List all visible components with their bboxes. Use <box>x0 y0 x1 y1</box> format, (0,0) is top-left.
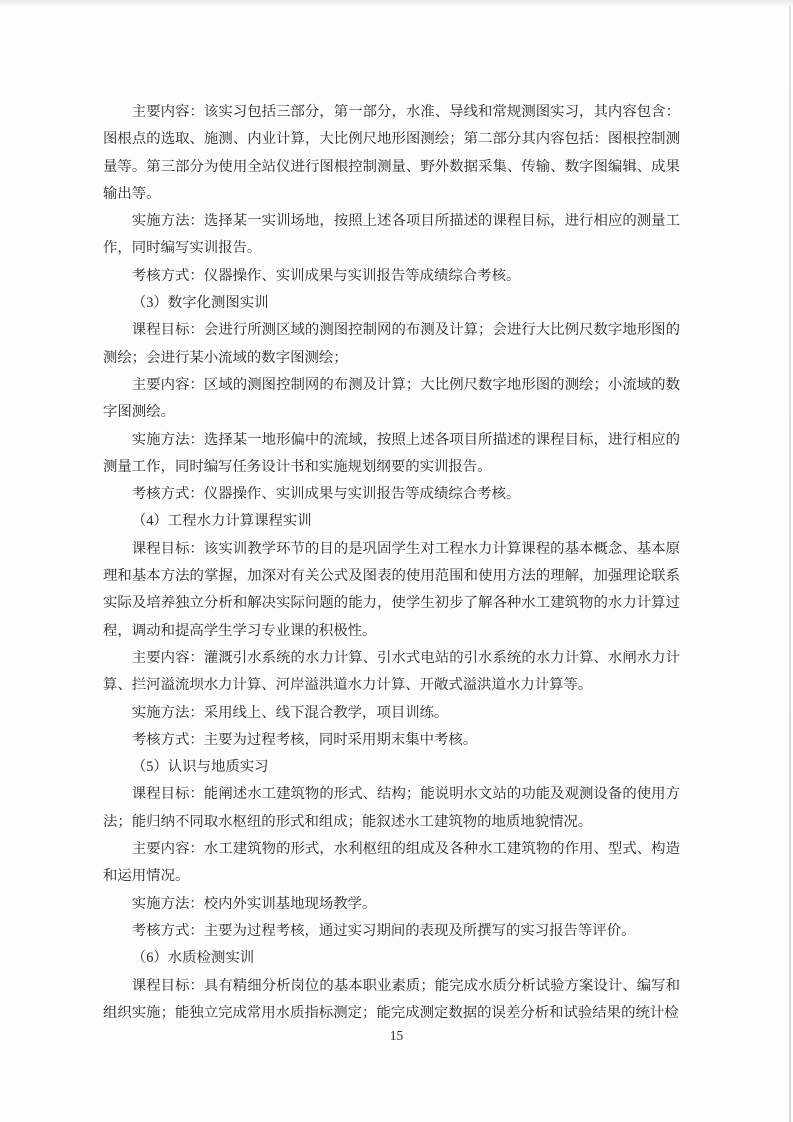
paragraph-implementation-method: 实施方法：选择某一实训场地，按照上述各项目所描述的课程目标，进行相应的测量工作，同时编写实训报告。 <box>103 213 680 257</box>
paragraph-implementation-method: 实施方法：采用线上、线下混合教学，项目训练。 <box>131 704 449 721</box>
paragraph-main-content: 主要内容：水工建筑物的形式，水利枢纽的组成及各种水工建筑物的作用、型式、构造和运用情况。 <box>103 841 680 885</box>
section-heading-4-hydraulic-calculation: （4）工程水力计算课程实训 <box>131 513 312 530</box>
page-number: 15 <box>389 1028 404 1043</box>
scan-right-edge-artifact <box>789 6 791 1122</box>
paragraph-course-objectives: 课程目标：会进行所测区域的测图控制网的布测及计算；会进行大比例尺数字地形图的测绘；会进行某小流域的数字图测绘； <box>103 322 680 366</box>
paragraph-implementation-method: 实施方法：校内外实训基地现场教学。 <box>131 895 377 912</box>
paragraph-assessment-method: 考核方式：仪器操作、实训成果与实训报告等成绩综合考核。 <box>131 486 521 503</box>
paragraph-assessment-method: 考核方式：仪器操作、实训成果与实训报告等成绩综合考核。 <box>131 267 521 284</box>
section-heading-5-geology-practice: （5）认识与地质实习 <box>131 759 269 776</box>
paragraph-assessment-method: 考核方式：主要为过程考核，通过实习期间的表现及所撰写的实习报告等评价。 <box>131 922 636 939</box>
paragraph-course-objectives: 课程目标：具有精细分析岗位的基本职业素质；能完成水质分析试验方案设计、编写和组织实施；能独立完成常用水质指标测定；能完成测定数据的误差分析和试验结果的统计检 <box>103 977 680 1021</box>
paragraph-main-content: 主要内容：灌溉引水系统的水力计算、引水式电站的引水系统的水力计算、水闸水力计算、拦河溢流坝水力计算、河岸溢洪道水力计算、开敞式溢洪道水力计算等。 <box>103 649 680 694</box>
paragraph-course-objectives: 课程目标：该实训教学环节的目的是巩固学生对工程水力计算课程的基本概念、基本原理和基本方法的掌握，加深对有关公式及图表的使用范围和使用方法的理解，加强理论联系实际及培养独立分析和解决实际问题的能力，使学生初步了解各种水工建筑物的水力计算过程，调动和提高学生学习专业课的积极性。 <box>103 540 680 639</box>
document-body <box>103 99 680 1027</box>
paragraph-main-content: 主要内容：区域的测图控制网的布测及计算；大比例尺数字地形图的测绘；小流域的数字图测绘。 <box>103 376 680 421</box>
section-heading-3-digital-mapping: （3）数字化测图实训 <box>131 295 269 312</box>
paragraph-course-objectives: 课程目标：能阐述水工建筑物的形式、结构；能说明水文站的功能及观测设备的使用方法；能归纳不同取水枢纽的形式和组成；能叙述水工建筑物的地质地貌情况。 <box>103 786 680 830</box>
paragraph-main-content-survey: 主要内容：该实习包括三部分，第一部分，水准、导线和常规测图实习，其内容包含：图根点的选取、施测、内业计算，大比例尺地形图测绘；第二部分其内容包括：图根控制测量等。第三部分为使用全站仪进行图根控制测量、野外数据采集、传输、数字图编辑、成果输出等。 <box>103 104 680 202</box>
section-heading-6-water-quality: （6）水质检测实训 <box>131 950 255 967</box>
paragraph-implementation-method: 实施方法：选择某一地形偏中的流域，按照上述各项目所描述的课程目标，进行相应的测量工作，同时编写任务设计书和实施规划纲要的实训报告。 <box>103 431 680 475</box>
paragraph-assessment-method: 考核方式：主要为过程考核，同时采用期末集中考核。 <box>131 731 478 748</box>
scan-top-edge-artifact <box>0 0 793 7</box>
